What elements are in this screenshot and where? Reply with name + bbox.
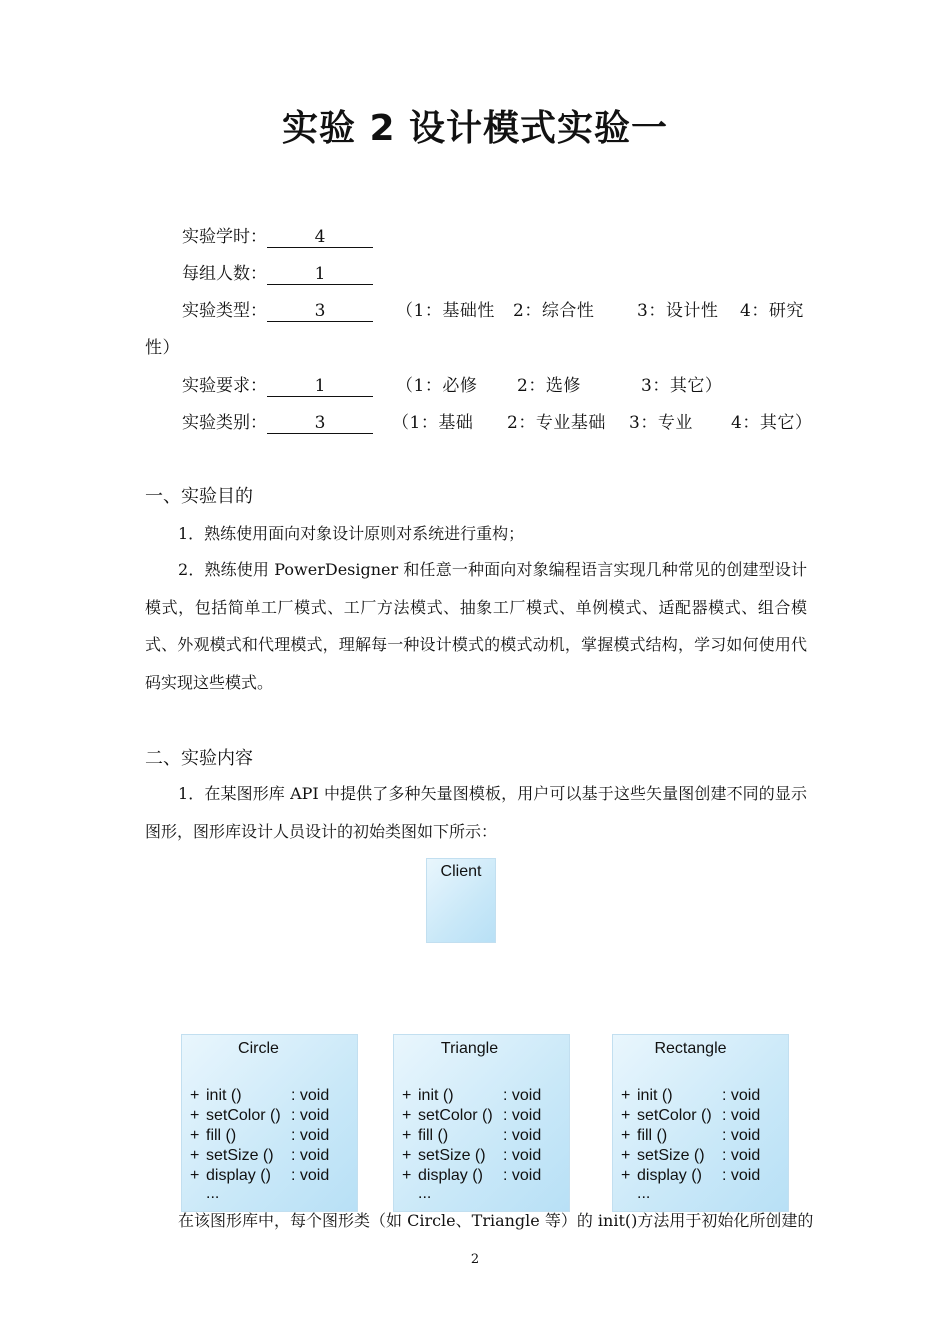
uml-return-type: : void [722, 1087, 761, 1104]
uml-method-name: setColor () [418, 1107, 493, 1124]
uml-more: ... [637, 1185, 651, 1202]
meta-type-value: 3 [267, 301, 373, 322]
meta-category-opt1: （1：基础 [392, 413, 474, 433]
uml-return-type: : void [722, 1107, 761, 1124]
meta-category-label: 实验类别： [182, 413, 267, 433]
meta-group-value: 1 [267, 264, 373, 285]
meta-requirement-opt2: 2：选修 [517, 376, 581, 396]
meta-category-opt2: 2：专业基础 [507, 413, 606, 433]
meta-type-opt2: 2：综合性 [513, 301, 595, 321]
uml-return-type: : void [503, 1087, 542, 1104]
uml-return-type: : void [503, 1107, 542, 1124]
uml-class-name: Rectangle [654, 1040, 727, 1057]
meta-group [182, 259, 373, 285]
meta-type-opt4: 4：研究 [740, 301, 804, 321]
uml-class-client-name: Client [440, 863, 482, 880]
uml-method-name: init () [418, 1087, 454, 1104]
meta-category-opt4: 4：其它） [731, 413, 813, 433]
uml-return-type: : void [291, 1167, 330, 1184]
uml-visibility: + [402, 1147, 412, 1164]
section2-item1-text: 1．在某图形库 API 中提供了多种矢量图模板，用户可以基于这些矢量图创建不同的显示图形，图形库设计人员设计的初始类图如下所示： [145, 784, 807, 841]
uml-return-type: : void [722, 1127, 761, 1144]
meta-requirement-label: 实验要求： [182, 376, 267, 396]
meta-requirement-value: 1 [267, 376, 373, 397]
uml-visibility: + [621, 1087, 631, 1104]
uml-visibility: + [621, 1167, 631, 1184]
meta-type-cont: 性） [145, 338, 180, 358]
section1-item2-text: 2．熟练使用 PowerDesigner 和任意一种面向对象编程语言实现几种常见的创建型设计模式，包括简单工厂模式、工厂方法模式、抽象工厂模式、单例模式、适配器模式、组合模式、外观模式和代理模式，理解每一种设计模式的模式动机，掌握模式结构，学习如何使用代码实现这些模式。 [145, 560, 807, 692]
uml-visibility: + [190, 1107, 200, 1124]
uml-visibility: + [621, 1127, 631, 1144]
uml-return-type: : void [503, 1167, 542, 1184]
section1-item2 [145, 551, 807, 701]
uml-class-rectangle [612, 1034, 789, 1212]
uml-visibility: + [190, 1127, 200, 1144]
meta-requirement-opt1: （1：必修 [396, 376, 478, 396]
section1-item1: 1．熟练使用面向对象设计原则对系统进行重构； [178, 524, 525, 543]
uml-return-type: : void [722, 1147, 761, 1164]
uml-method-name: init () [637, 1087, 673, 1104]
meta-group-label: 每组人数： [182, 264, 267, 284]
meta-requirement-opt3: 3：其它） [641, 376, 723, 396]
uml-visibility: + [402, 1087, 412, 1104]
uml-return-type: : void [722, 1167, 761, 1184]
meta-category-value: 3 [267, 413, 373, 434]
uml-class-triangle [393, 1034, 570, 1212]
uml-visibility: + [190, 1167, 200, 1184]
uml-return-type: : void [291, 1147, 330, 1164]
uml-method-name: setSize () [418, 1147, 486, 1164]
uml-method-name: init () [206, 1087, 242, 1104]
uml-method-name: display () [418, 1167, 483, 1184]
uml-visibility: + [190, 1087, 200, 1104]
uml-visibility: + [190, 1147, 200, 1164]
uml-visibility: + [402, 1107, 412, 1124]
section2-after-text: 在该图形库中，每个图形类（如 Circle、Triangle 等）的 init()方法用于初始化所创建的 [178, 1211, 814, 1230]
uml-class-name: Triangle [440, 1040, 499, 1057]
section2-item1 [145, 775, 807, 850]
section2-heading: 二、实验内容 [145, 748, 253, 769]
uml-more: ... [206, 1185, 220, 1202]
uml-return-type: : void [503, 1147, 542, 1164]
uml-visibility: + [621, 1147, 631, 1164]
meta-type [182, 296, 373, 322]
meta-type-label: 实验类型： [182, 301, 267, 321]
uml-class-client [426, 858, 496, 943]
uml-class-name: Circle [238, 1040, 279, 1057]
uml-method-name: fill () [418, 1127, 449, 1144]
uml-return-type: : void [503, 1127, 542, 1144]
uml-method-name: fill () [206, 1127, 237, 1144]
uml-return-type: : void [291, 1087, 330, 1104]
uml-return-type: : void [291, 1127, 330, 1144]
uml-method-name: setColor () [637, 1107, 712, 1124]
uml-method-name: setColor () [206, 1107, 281, 1124]
section1-heading: 一、实验目的 [145, 486, 253, 507]
uml-more: ... [418, 1185, 432, 1202]
meta-type-opt3: 3：设计性 [637, 301, 719, 321]
meta-hours-value: 4 [267, 227, 373, 248]
meta-type-opt1: （1：基础性 [396, 301, 495, 321]
uml-method-name: display () [637, 1167, 702, 1184]
meta-hours-label: 实验学时： [182, 227, 267, 247]
uml-visibility: + [402, 1167, 412, 1184]
uml-method-name: fill () [637, 1127, 668, 1144]
uml-return-type: : void [291, 1107, 330, 1124]
meta-category-opt3: 3：专业 [629, 413, 693, 433]
page-number: 2 [470, 1252, 480, 1267]
page-title: 实验 2 设计模式实验一 [281, 108, 669, 149]
uml-visibility: + [402, 1127, 412, 1144]
uml-visibility: + [621, 1107, 631, 1124]
uml-class-circle [181, 1034, 358, 1212]
meta-category [182, 408, 373, 434]
uml-method-name: display () [206, 1167, 271, 1184]
uml-method-name: setSize () [637, 1147, 705, 1164]
meta-requirement [182, 371, 373, 397]
meta-hours [182, 222, 373, 248]
uml-method-name: setSize () [206, 1147, 274, 1164]
